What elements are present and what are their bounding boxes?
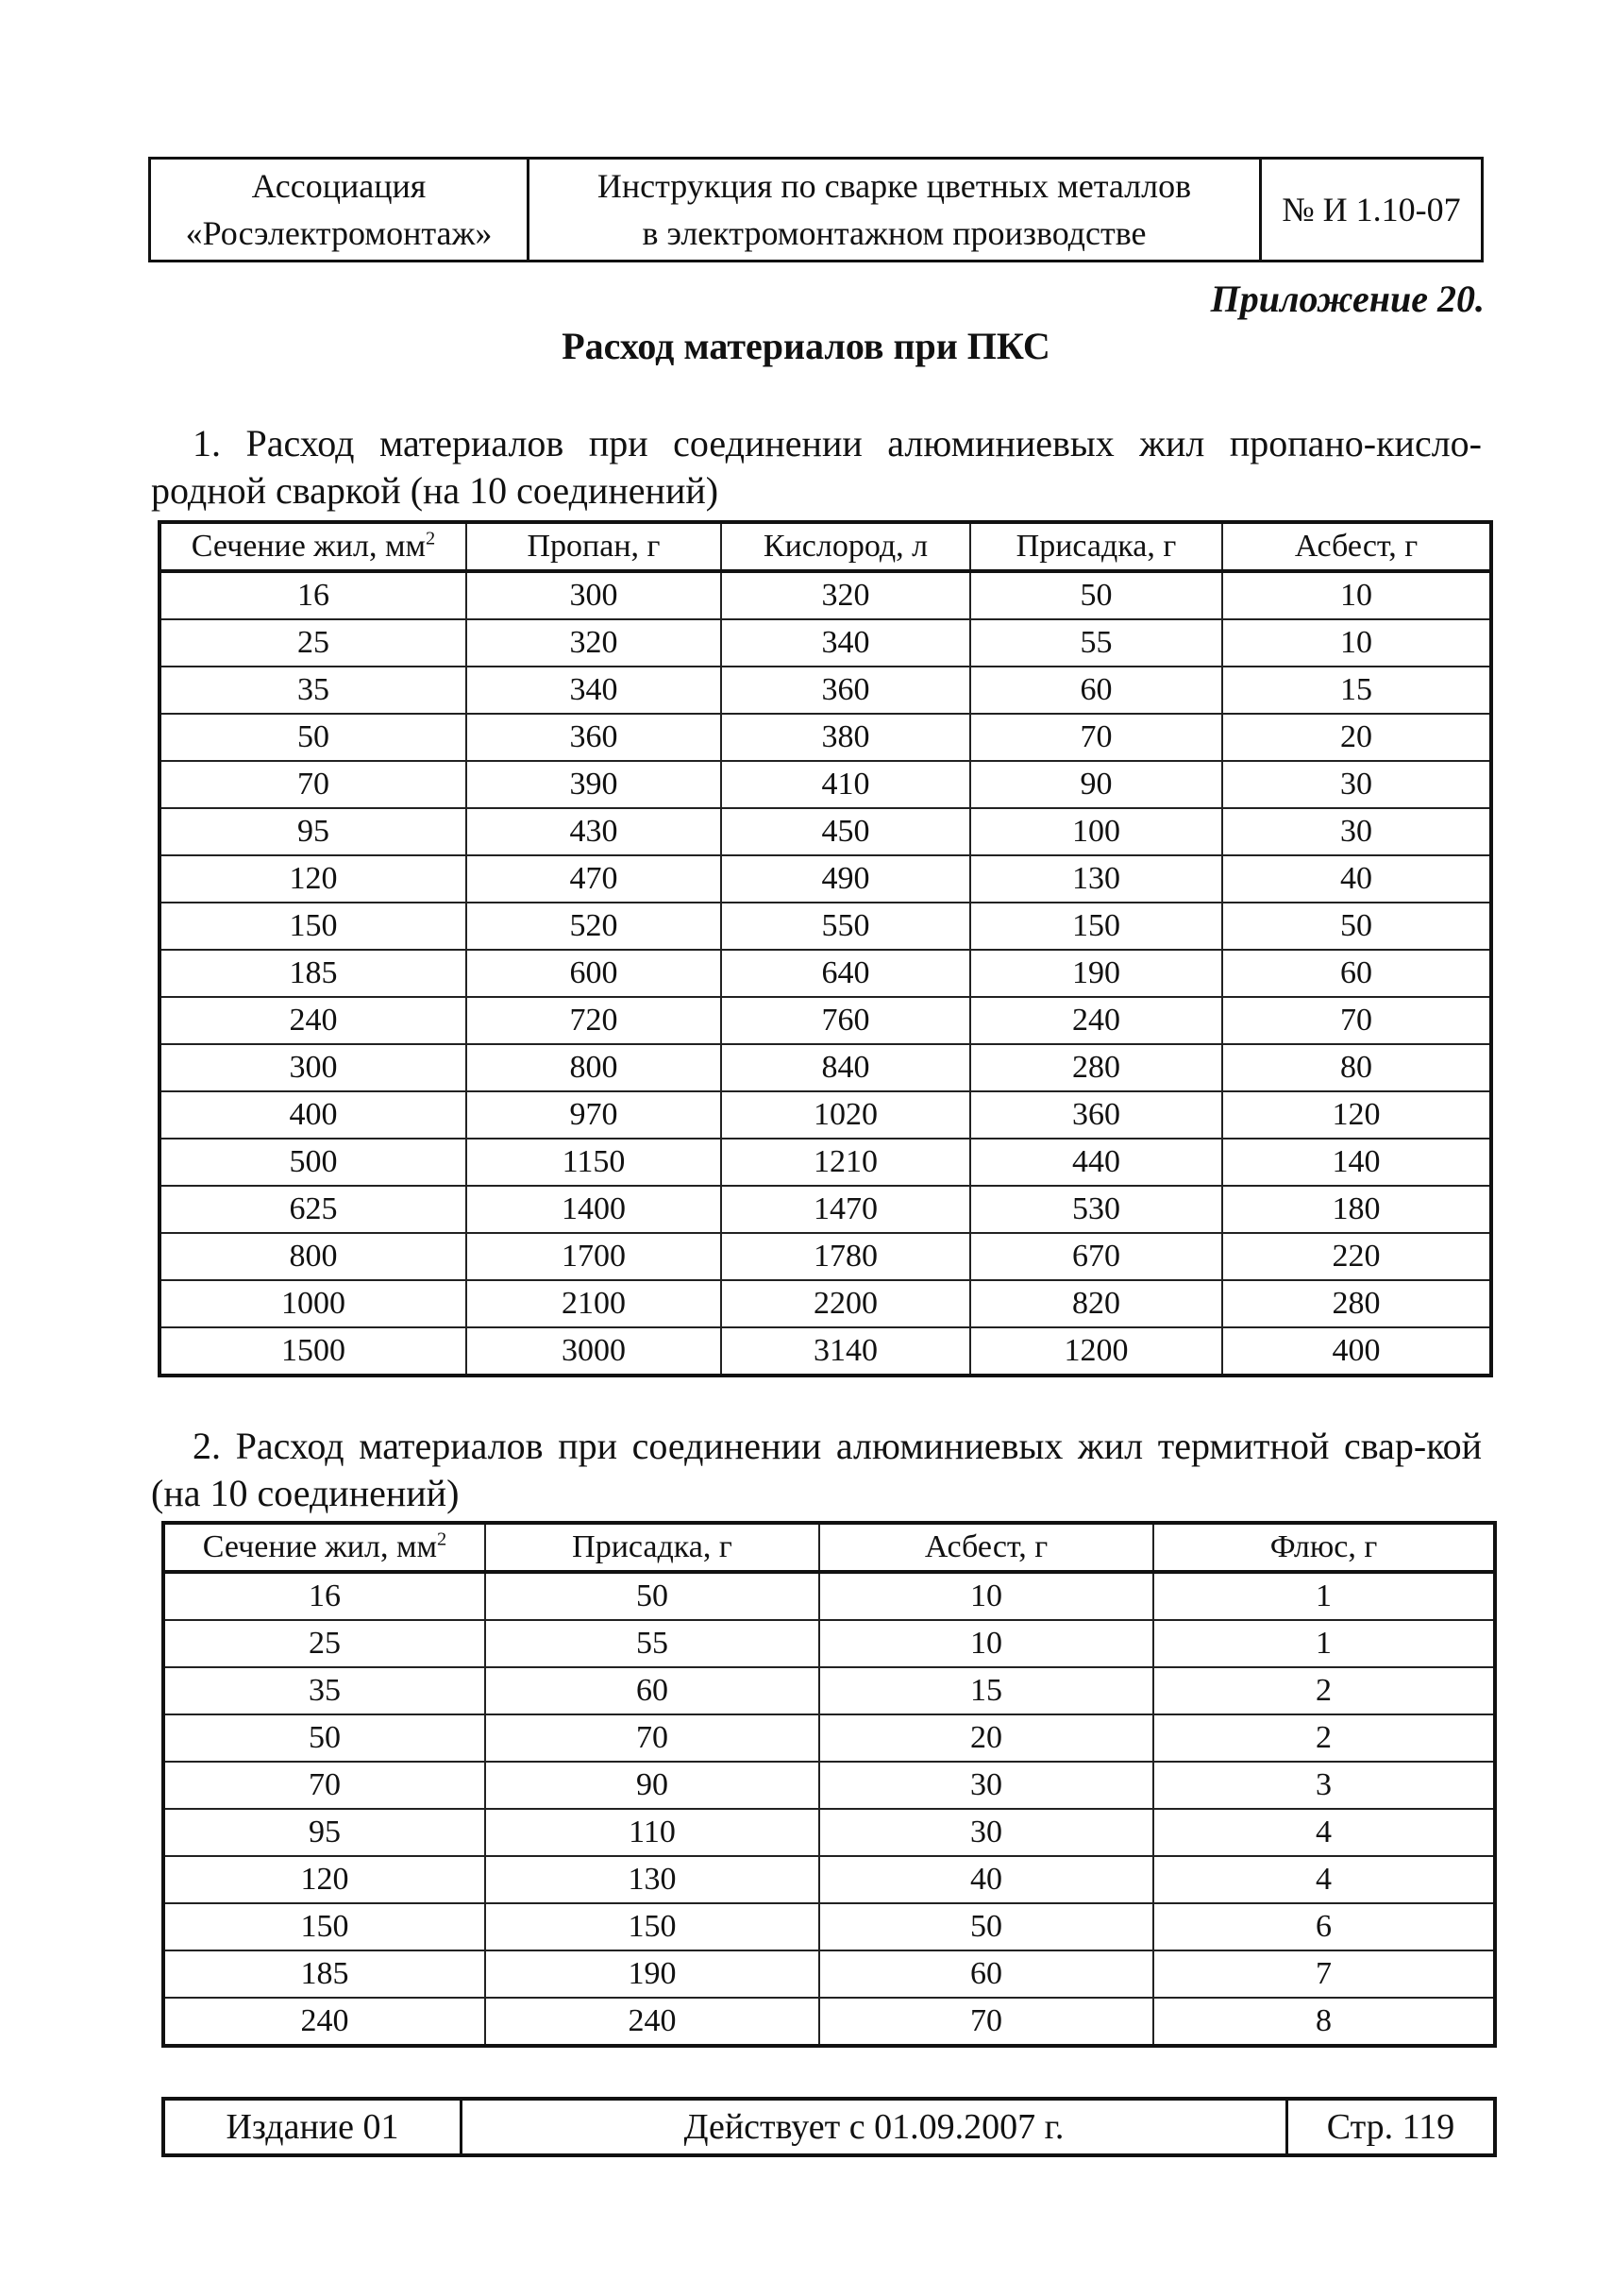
table-cell: 400 [160, 1091, 466, 1139]
table-cell: 55 [485, 1620, 819, 1667]
table-cell: 180 [1222, 1186, 1491, 1233]
table-cell: 50 [485, 1572, 819, 1620]
table-cell: 95 [163, 1809, 485, 1856]
table-cell: 320 [466, 619, 721, 667]
table-row [163, 1856, 1495, 1903]
table-cell: 600 [466, 950, 721, 997]
table-cell: 110 [485, 1809, 819, 1856]
table-header-row [160, 522, 1491, 571]
footer-page-number: Стр. 119 [1287, 2099, 1496, 2155]
document-footer [161, 2097, 1497, 2157]
page-title: Расход материалов при ПКС [562, 325, 1050, 367]
table-row [160, 761, 1491, 808]
table-row [160, 714, 1491, 761]
table-row [160, 1139, 1491, 1186]
table-row [160, 571, 1491, 619]
header-doc-line1: Инструкция по сварке цветных металлов [596, 167, 1192, 205]
section2-caption: 2. Расход материалов при соединении алюминиевых жил термитной свар-кой (на 10 соединений) [151, 1425, 1482, 1514]
table-cell: 380 [721, 714, 970, 761]
table-cell: 10 [819, 1620, 1153, 1667]
table-cell: 3140 [721, 1327, 970, 1376]
table-cell: 2200 [721, 1280, 970, 1327]
table-cell: 60 [485, 1667, 819, 1714]
table-cell: 840 [721, 1044, 970, 1091]
table-cell: 10 [819, 1572, 1153, 1620]
table-cell: 80 [1222, 1044, 1491, 1091]
column-header: Асбест, г [1222, 522, 1491, 571]
table-cell: 120 [163, 1856, 485, 1903]
table-row [160, 619, 1491, 667]
table-cell: 520 [466, 903, 721, 950]
table-cell: 240 [970, 997, 1222, 1044]
table-cell: 10 [1222, 571, 1491, 619]
table-cell: 50 [819, 1903, 1153, 1950]
table-cell: 410 [721, 761, 970, 808]
table-cell: 70 [819, 1998, 1153, 2046]
table-cell: 70 [970, 714, 1222, 761]
table-cell: 40 [1222, 855, 1491, 903]
table-cell: 90 [485, 1762, 819, 1809]
appendix-label: Приложение 20. [1210, 278, 1485, 320]
table-body [160, 571, 1491, 1376]
header-doc-line2: в электромонтажном производстве [642, 214, 1147, 252]
table-cell: 1470 [721, 1186, 970, 1233]
table-body [163, 1572, 1495, 2046]
table-cell: 190 [485, 1950, 819, 1998]
table-cell: 1700 [466, 1233, 721, 1280]
table-cell: 970 [466, 1091, 721, 1139]
table-cell: 1400 [466, 1186, 721, 1233]
table-row [163, 1714, 1495, 1762]
table-cell: 820 [970, 1280, 1222, 1327]
table-cell: 130 [970, 855, 1222, 903]
column-header-label: Сечение жил, мм [191, 529, 426, 564]
table-cell: 70 [160, 761, 466, 808]
table-cell: 3 [1153, 1762, 1495, 1809]
table-header-row [163, 1523, 1495, 1572]
footer-effective-date: Действует с 01.09.2007 г. [462, 2099, 1287, 2155]
column-header: Присадка, г [970, 522, 1222, 571]
table-cell: 130 [485, 1856, 819, 1903]
table-cell: 30 [1222, 761, 1491, 808]
table-cell: 360 [466, 714, 721, 761]
table-cell: 8 [1153, 1998, 1495, 2046]
table-cell: 60 [1222, 950, 1491, 997]
table-row [160, 903, 1491, 950]
unit-superscript: 2 [426, 528, 436, 549]
table-cell: 800 [160, 1233, 466, 1280]
table-cell: 340 [466, 667, 721, 714]
table-cell: 1 [1153, 1620, 1495, 1667]
table-cell: 70 [1222, 997, 1491, 1044]
table-cell: 2 [1153, 1714, 1495, 1762]
table-cell: 20 [1222, 714, 1491, 761]
table-cell: 1200 [970, 1327, 1222, 1376]
table-cell: 20 [819, 1714, 1153, 1762]
table-row [163, 1809, 1495, 1856]
footer-edition: Издание 01 [163, 2099, 462, 2155]
header-document-number: № И 1.10-07 [1261, 159, 1483, 262]
table-cell: 140 [1222, 1139, 1491, 1186]
column-header: Пропан, г [466, 522, 721, 571]
table-row [160, 1044, 1491, 1091]
table-cell: 2100 [466, 1280, 721, 1327]
table-row [163, 1667, 1495, 1714]
table-cell: 240 [485, 1998, 819, 2046]
table-row [160, 808, 1491, 855]
table-cell: 640 [721, 950, 970, 997]
table-cell: 280 [1222, 1280, 1491, 1327]
table-row [160, 997, 1491, 1044]
table-cell: 60 [970, 667, 1222, 714]
table-cell: 280 [970, 1044, 1222, 1091]
table-propane-oxygen-welding [158, 520, 1493, 1377]
table-cell: 1500 [160, 1327, 466, 1376]
table-cell: 150 [970, 903, 1222, 950]
table-cell: 360 [721, 667, 970, 714]
table-cell: 70 [163, 1762, 485, 1809]
table-cell: 760 [721, 997, 970, 1044]
table-cell: 500 [160, 1139, 466, 1186]
table-cell: 300 [160, 1044, 466, 1091]
table-row [160, 1280, 1491, 1327]
table-cell: 50 [1222, 903, 1491, 950]
table-row [163, 1998, 1495, 2046]
table-cell: 390 [466, 761, 721, 808]
table-cell: 70 [485, 1714, 819, 1762]
document-header [148, 157, 1484, 262]
table-cell: 470 [466, 855, 721, 903]
table-cell: 120 [160, 855, 466, 903]
column-header: Присадка, г [485, 1523, 819, 1572]
header-document-title [529, 159, 1261, 262]
table-cell: 30 [819, 1809, 1153, 1856]
table-row [160, 855, 1491, 903]
table-cell: 4 [1153, 1809, 1495, 1856]
table-cell: 30 [819, 1762, 1153, 1809]
table-row [163, 1762, 1495, 1809]
table-cell: 550 [721, 903, 970, 950]
column-header [160, 522, 466, 571]
table-row [160, 1327, 1491, 1376]
table-cell: 16 [163, 1572, 485, 1620]
table-cell: 800 [466, 1044, 721, 1091]
table-cell: 190 [970, 950, 1222, 997]
table-row [160, 1233, 1491, 1280]
table-cell: 185 [163, 1950, 485, 1998]
table-cell: 1000 [160, 1280, 466, 1327]
table-cell: 7 [1153, 1950, 1495, 1998]
table-cell: 1210 [721, 1139, 970, 1186]
table-cell: 25 [163, 1620, 485, 1667]
table-cell: 50 [970, 571, 1222, 619]
unit-superscript: 2 [437, 1528, 447, 1550]
table-cell: 55 [970, 619, 1222, 667]
table-row [160, 1091, 1491, 1139]
table-cell: 240 [163, 1998, 485, 2046]
table-cell: 300 [466, 571, 721, 619]
table-cell: 40 [819, 1856, 1153, 1903]
table-cell: 670 [970, 1233, 1222, 1280]
table-cell: 490 [721, 855, 970, 903]
table-cell: 1020 [721, 1091, 970, 1139]
table-cell: 1780 [721, 1233, 970, 1280]
table-cell: 625 [160, 1186, 466, 1233]
table-cell: 35 [163, 1667, 485, 1714]
column-header: Асбест, г [819, 1523, 1153, 1572]
column-header-label: Сечение жил, мм [202, 1529, 437, 1564]
table-cell: 25 [160, 619, 466, 667]
table-cell: 240 [160, 997, 466, 1044]
table-cell: 30 [1222, 808, 1491, 855]
table-row [163, 1620, 1495, 1667]
table-row [160, 667, 1491, 714]
column-header [163, 1523, 485, 1572]
table-row [160, 950, 1491, 997]
header-organization [150, 159, 529, 262]
table-cell: 50 [163, 1714, 485, 1762]
table-row [160, 1186, 1491, 1233]
table-cell: 320 [721, 571, 970, 619]
table-thermite-welding [161, 1521, 1497, 2048]
table-cell: 530 [970, 1186, 1222, 1233]
table-cell: 15 [1222, 667, 1491, 714]
column-header: Кислород, л [721, 522, 970, 571]
table-cell: 35 [160, 667, 466, 714]
table-cell: 60 [819, 1950, 1153, 1998]
table-cell: 720 [466, 997, 721, 1044]
column-header: Флюс, г [1153, 1523, 1495, 1572]
table-cell: 2 [1153, 1667, 1495, 1714]
table-row [163, 1950, 1495, 1998]
table-cell: 3000 [466, 1327, 721, 1376]
header-org-line1: Ассоциация [251, 167, 427, 205]
table-cell: 16 [160, 571, 466, 619]
table-cell: 95 [160, 808, 466, 855]
table-cell: 400 [1222, 1327, 1491, 1376]
table-cell: 340 [721, 619, 970, 667]
table-cell: 15 [819, 1667, 1153, 1714]
table-cell: 150 [485, 1903, 819, 1950]
table-cell: 430 [466, 808, 721, 855]
table-cell: 360 [970, 1091, 1222, 1139]
table-cell: 185 [160, 950, 466, 997]
table-cell: 90 [970, 761, 1222, 808]
table-cell: 1 [1153, 1572, 1495, 1620]
table-cell: 50 [160, 714, 466, 761]
table-cell: 6 [1153, 1903, 1495, 1950]
table-row [163, 1903, 1495, 1950]
table-cell: 450 [721, 808, 970, 855]
table-cell: 1150 [466, 1139, 721, 1186]
header-org-line2: «Росэлектромонтаж» [185, 214, 493, 252]
table-cell: 120 [1222, 1091, 1491, 1139]
section1-caption: 1. Расход материалов при соединении алюминиевых жил пропано-кисло-родной сваркой (на 10 соединений) [151, 422, 1482, 512]
table-cell: 150 [160, 903, 466, 950]
table-row [163, 1572, 1495, 1620]
table-cell: 440 [970, 1139, 1222, 1186]
table-cell: 10 [1222, 619, 1491, 667]
table-cell: 100 [970, 808, 1222, 855]
table-cell: 4 [1153, 1856, 1495, 1903]
table-cell: 150 [163, 1903, 485, 1950]
table-cell: 220 [1222, 1233, 1491, 1280]
